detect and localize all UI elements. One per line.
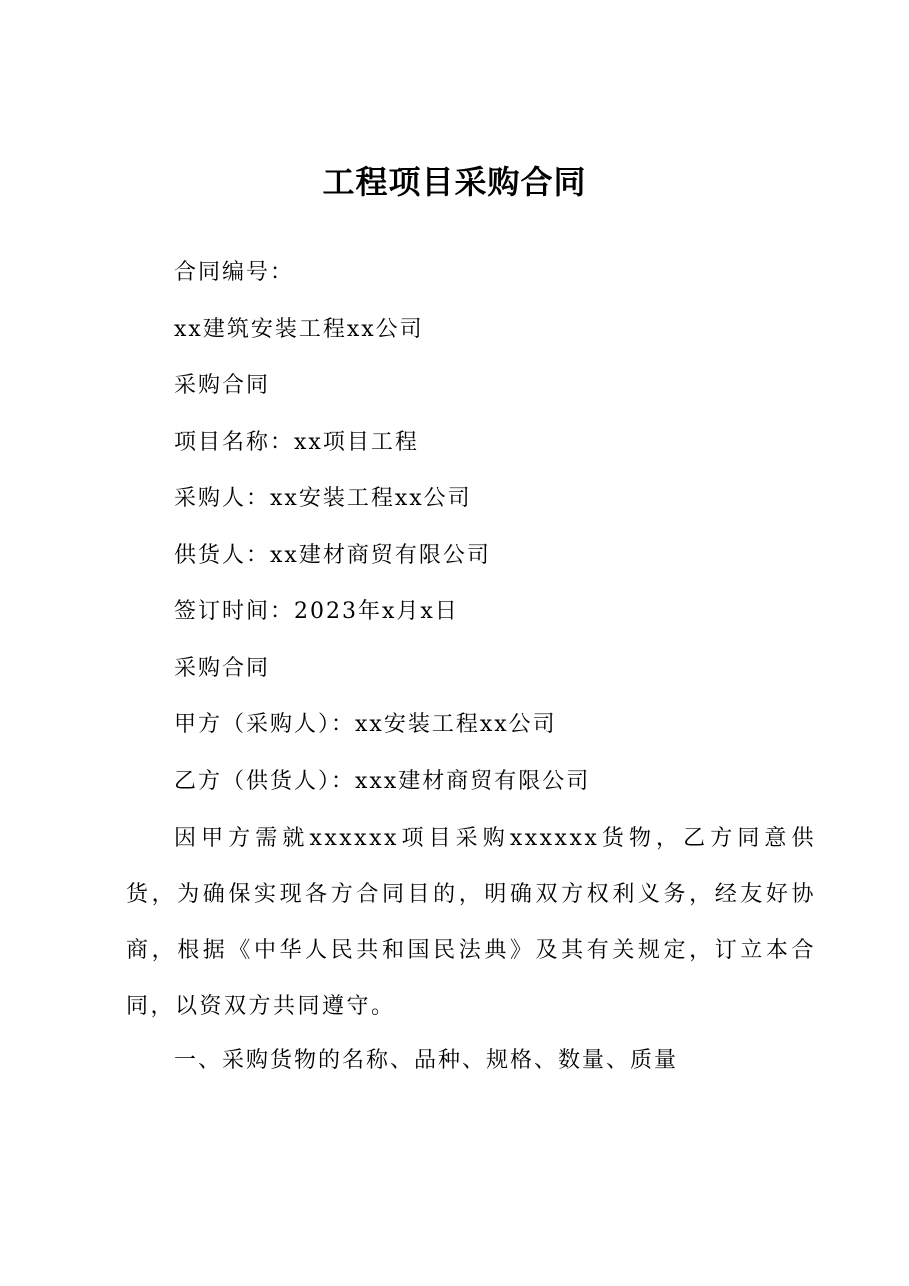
party-a-line: 甲方（采购人）：xx安装工程xx公司 — [174, 712, 557, 737]
document-title: 工程项目采购合同 — [322, 163, 587, 201]
purchaser-line: 采购人：xx安装工程xx公司 — [174, 486, 472, 511]
contract-type-line: 采购合同 — [174, 373, 271, 398]
party-b-line: 乙方（供货人）：xxx建材商贸有限公司 — [174, 769, 591, 794]
company-name-line: xx建筑安装工程xx公司 — [174, 317, 424, 342]
supplier-line: 供货人：xx建材商贸有限公司 — [174, 543, 491, 568]
section-heading-1: 一、采购货物的名称、品种、规格、数量、质量 — [174, 1048, 679, 1073]
preamble-paragraph: 因甲方需就xxxxxx项目采购xxxxxx货物，乙方同意供货，为确保实现各方合同目的，明确双方权利义务，经友好协商，根据《中华人民共和国民法典》及其有关规定，订立本合同，以资双方共同遵守。 — [126, 826, 816, 1019]
contract-number-label: 合同编号： — [174, 260, 295, 285]
contract-heading-line: 采购合同 — [174, 656, 271, 681]
signing-date-line: 签订时间：2023年x月x日 — [174, 599, 459, 624]
project-name-line: 项目名称：xx项目工程 — [174, 430, 419, 455]
